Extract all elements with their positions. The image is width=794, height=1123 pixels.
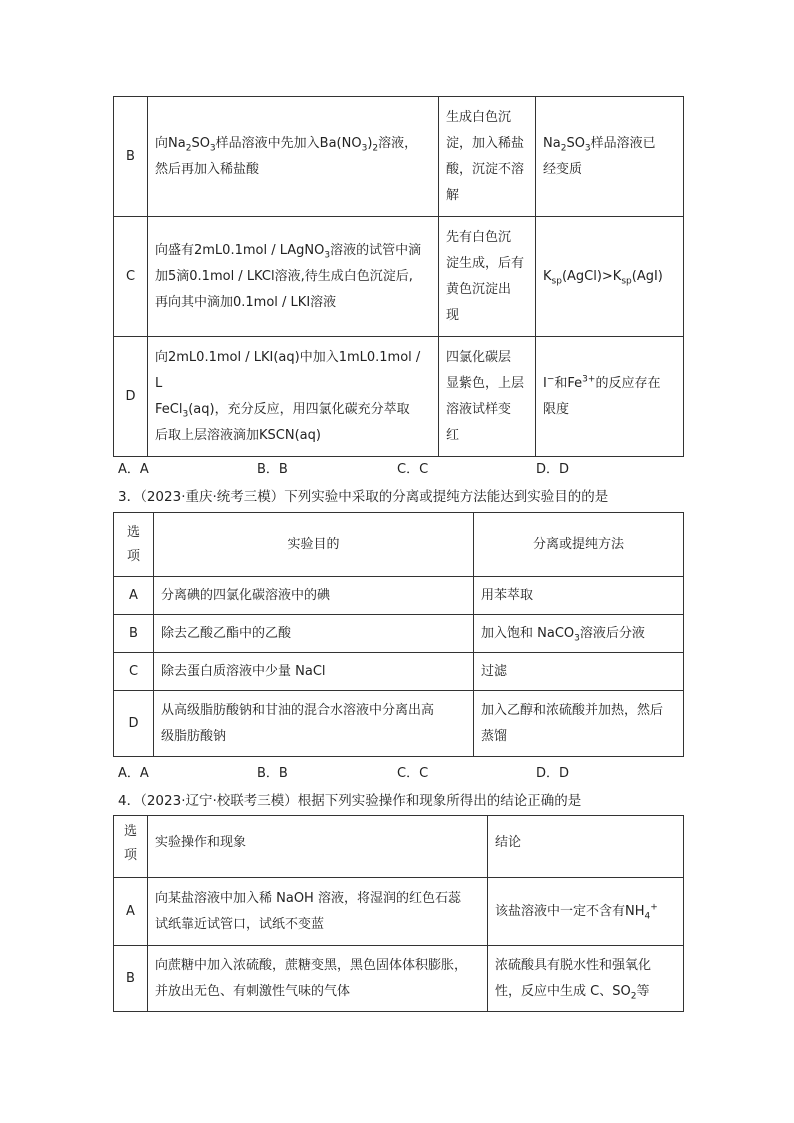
method-cell: 加入乙醇和浓硫酸并加热，然后 蒸馏 <box>474 691 684 757</box>
row-label: C <box>114 653 154 691</box>
header-option: 选 项 <box>114 513 154 577</box>
operation-cell: 向盛有2mL0.1mol / LAgNO$_3$溶液的试管中滴 加5滴0.1mol / LKCl溶液,待生成白色沉淀后, 再向其中滴加0.1mol / LKI溶液 <box>148 217 439 337</box>
row-label: B <box>114 615 154 653</box>
header-operation: 实验操作和现象 <box>148 816 488 878</box>
option-a[interactable]: A．A <box>118 766 149 781</box>
table-row <box>114 615 684 653</box>
conclusion-cell: $K_{sp}(AgCl)>K_{sp}(AgI)$ <box>536 217 684 337</box>
table-header-row <box>114 513 684 577</box>
conclusion-cell: I−和$Fe^{3+}$的反应存在 限度 <box>536 337 684 457</box>
option-d[interactable]: D．D <box>536 462 570 477</box>
phenomenon-cell: 四氯化碳层 显紫色，上层 溶液试样变 红 <box>439 337 536 457</box>
option-b[interactable]: B．B <box>257 462 288 477</box>
answer-options <box>118 458 678 476</box>
answer-options <box>118 762 678 780</box>
purpose-cell: 除去乙酸乙酯中的乙酸 <box>154 615 474 653</box>
operation-cell: 向蔗糖中加入浓硫酸，蔗糖变黑，黑色固体体积膨胀， 并放出无色、有刺激性气味的气体 <box>148 946 488 1012</box>
method-cell: 加入饱和 NaCO$_3$溶液后分液 <box>474 615 684 653</box>
row-label: A <box>114 577 154 615</box>
table-row <box>114 217 684 337</box>
phenomenon-cell: 生成白色沉 淀，加入稀盐 酸，沉淀不溶 解 <box>439 97 536 217</box>
option-b[interactable]: B．B <box>257 766 288 781</box>
table-row <box>114 691 684 757</box>
operation-cell: 向某盐溶液中加入稀 NaOH 溶液，将湿润的红色石蕊 试纸靠近试管口，试纸不变蓝 <box>148 878 488 946</box>
table-row <box>114 653 684 691</box>
option-c[interactable]: C．C <box>397 766 429 781</box>
experiment-table-4 <box>113 815 684 1012</box>
conclusion-cell: 浓硫酸具有脱水性和强氧化 性，反应中生成 C、$SO_2$等 <box>488 946 684 1012</box>
table-row <box>114 878 684 946</box>
row-label: A <box>114 878 148 946</box>
method-cell: 过滤 <box>474 653 684 691</box>
row-label: B <box>114 946 148 1012</box>
table-header-row <box>114 816 684 878</box>
table-row <box>114 946 684 1012</box>
operation-cell: 向$Na_2SO_3$样品溶液中先加入$Ba(NO_3)_2$溶液， 然后再加入稀盐酸 <box>148 97 439 217</box>
table-row <box>114 97 684 217</box>
question-4-text: 4．（2023·辽宁·校联考三模）根据下列实验操作和现象所得出的结论正确的是 <box>118 793 582 809</box>
header-method: 分离或提纯方法 <box>474 513 684 577</box>
row-label: D <box>114 337 148 457</box>
experiment-table-3 <box>113 512 684 757</box>
row-label: B <box>114 97 148 217</box>
experiment-table-1 <box>113 96 684 457</box>
purpose-cell: 从高级脂肪酸钠和甘油的混合水溶液中分离出高 级脂肪酸钠 <box>154 691 474 757</box>
header-purpose: 实验目的 <box>154 513 474 577</box>
table-row <box>114 577 684 615</box>
purpose-cell: 分离碘的四氯化碳溶液中的碘 <box>154 577 474 615</box>
header-conclusion: 结论 <box>488 816 684 878</box>
option-c[interactable]: C．C <box>397 462 429 477</box>
header-option: 选 项 <box>114 816 148 878</box>
conclusion-cell: 该盐溶液中一定不含有$NH_4^+$ <box>488 878 684 946</box>
row-label: D <box>114 691 154 757</box>
row-label: C <box>114 217 148 337</box>
question-3-text: 3．（2023·重庆·统考三模）下列实验中采取的分离或提纯方法能达到实验目的的是 <box>118 489 609 505</box>
phenomenon-cell: 先有白色沉 淀生成，后有 黄色沉淀出 现 <box>439 217 536 337</box>
option-d[interactable]: D．D <box>536 766 570 781</box>
method-cell: 用苯萃取 <box>474 577 684 615</box>
table-row <box>114 337 684 457</box>
operation-cell: 向2mL0.1mol / LKI(aq)中加入1mL0.1mol / L FeCl$_3$(aq)，充分反应，用四氯化碳充分萃取 后取上层溶液滴加KSCN(aq) <box>148 337 439 457</box>
conclusion-cell: $Na_2SO_3$样品溶液已 经变质 <box>536 97 684 217</box>
purpose-cell: 除去蛋白质溶液中少量 NaCl <box>154 653 474 691</box>
option-a[interactable]: A．A <box>118 462 149 477</box>
